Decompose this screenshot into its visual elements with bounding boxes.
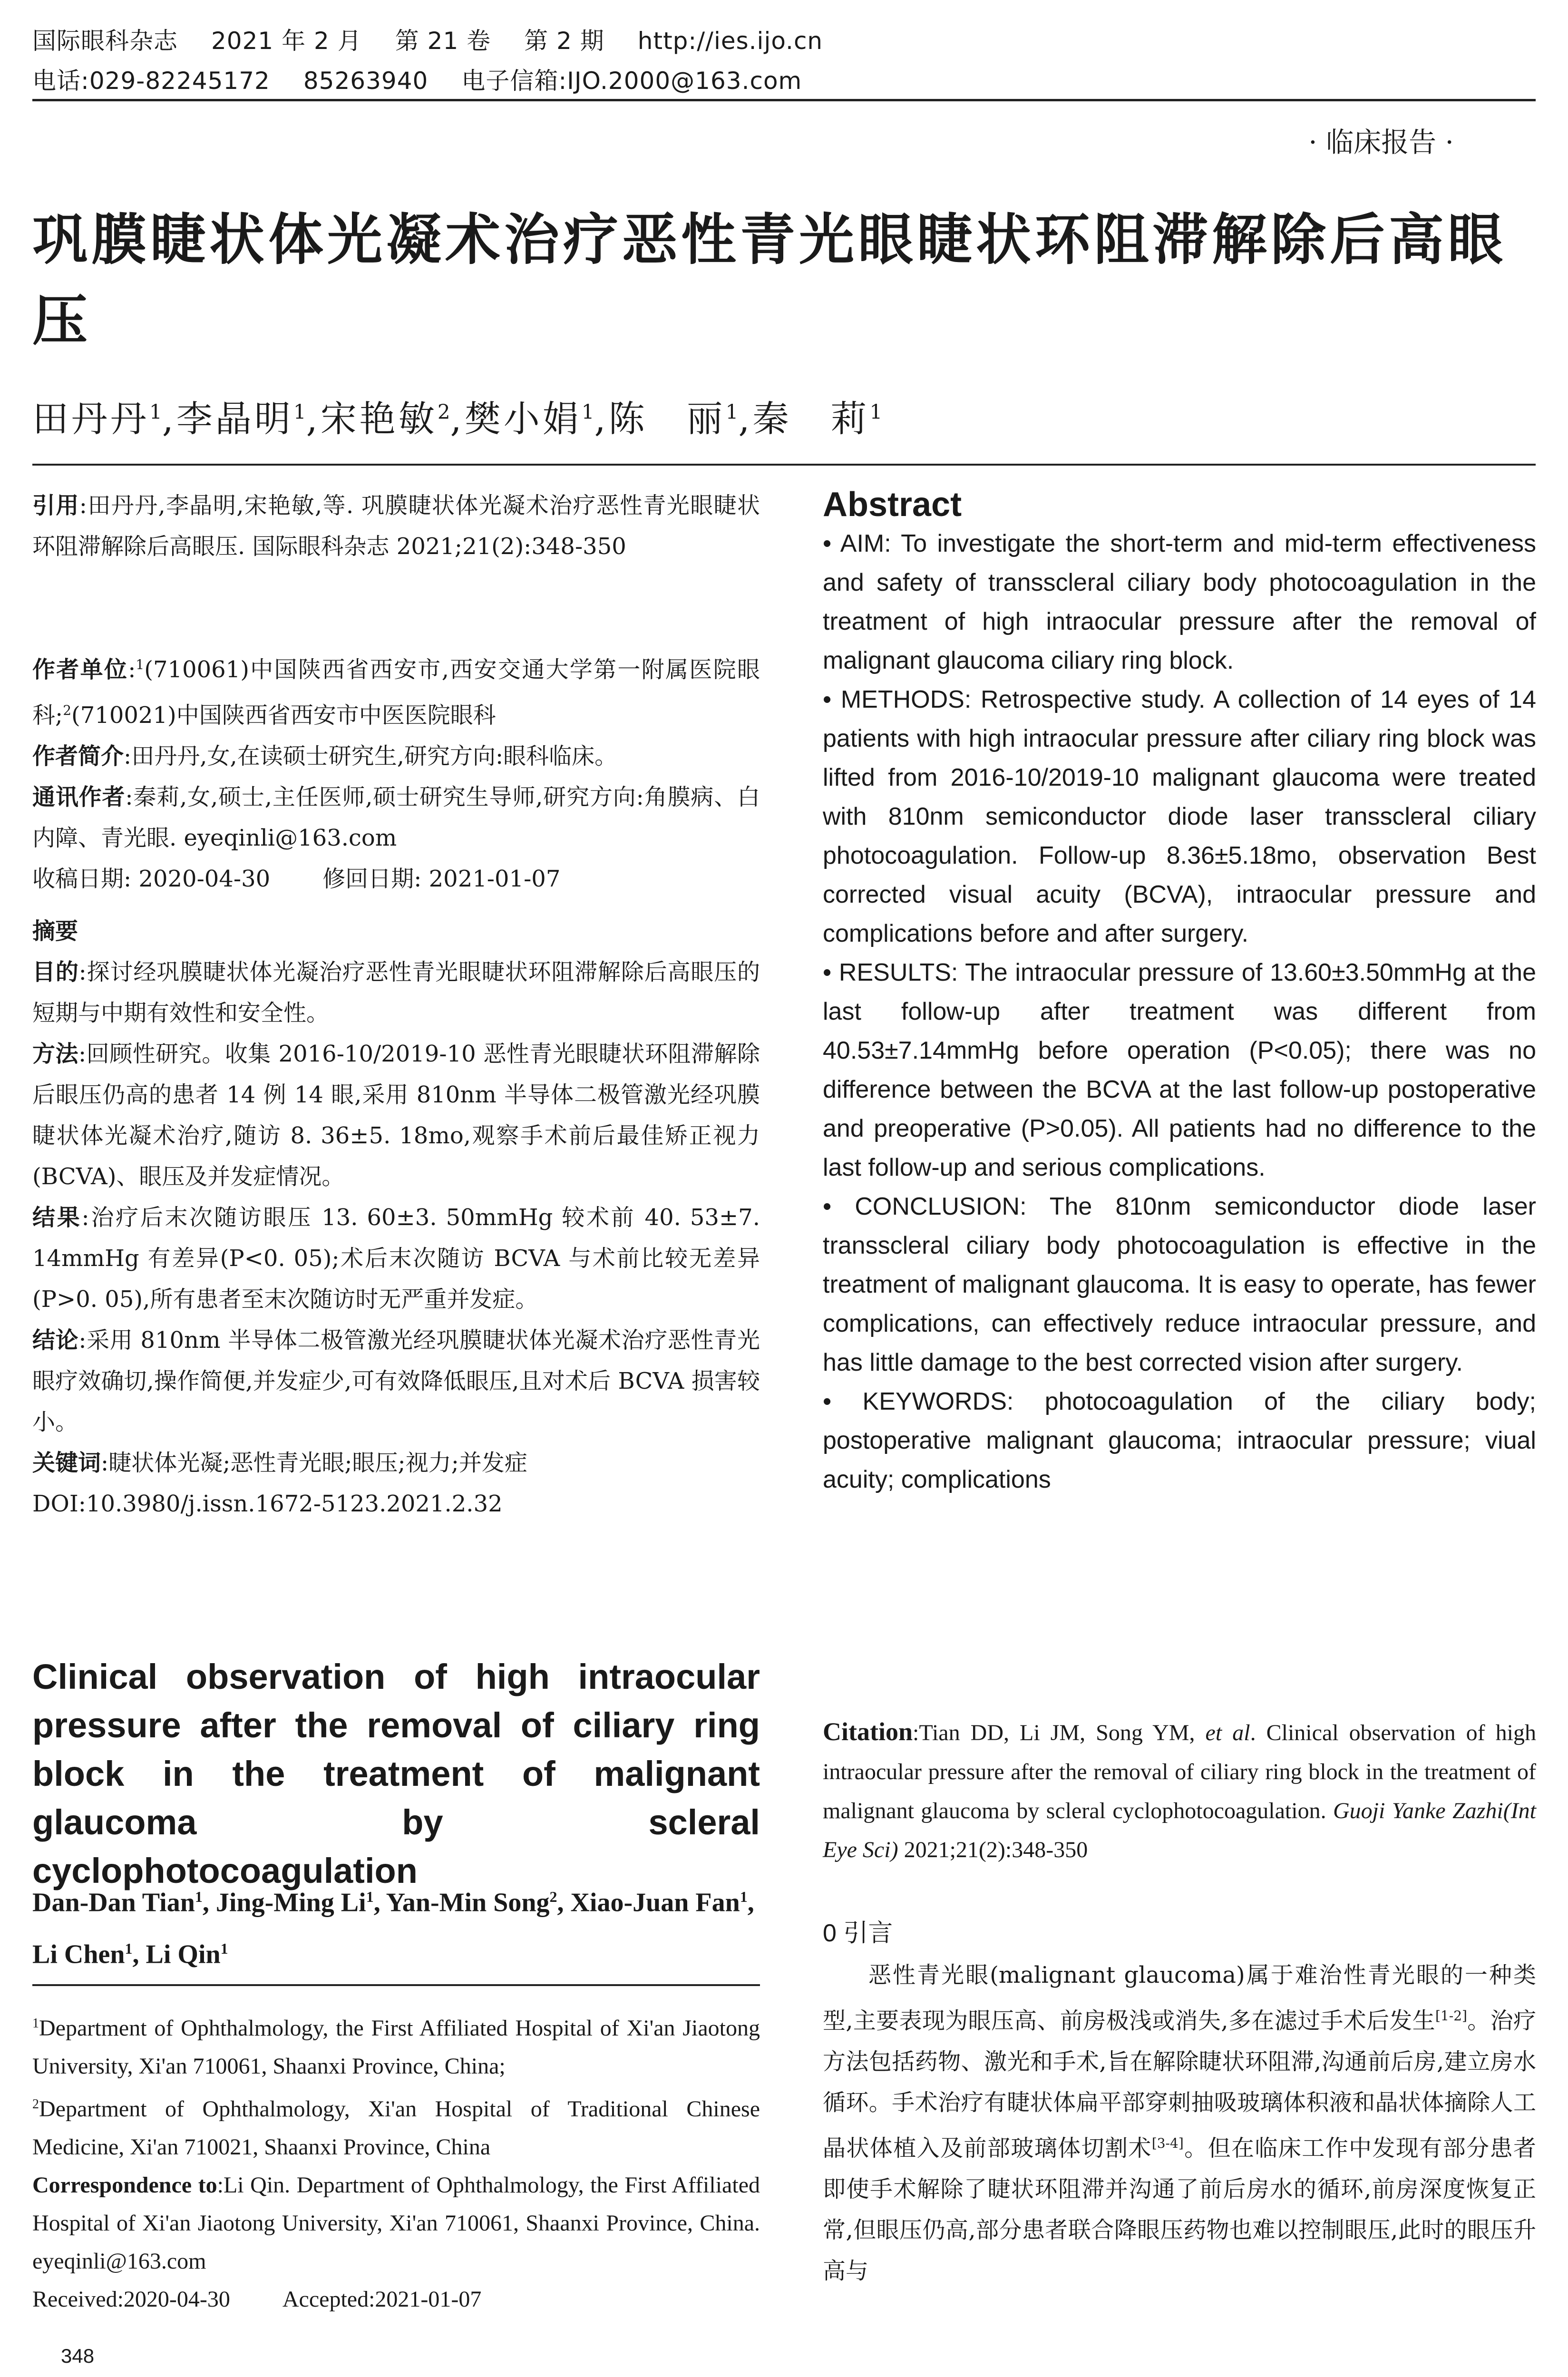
- page-number: 348: [61, 2345, 95, 2367]
- english-author-list: Dan-Dan Tian$^1$, Jing-Ming Li$^1$, Yan-Min Song$^2$, Xiao-Juan Fan$^1$, Li Chen$^1$, Li Qin$^1$: [32, 1888, 754, 1969]
- abstract-cn-heading: 摘要: [32, 918, 78, 945]
- issue-number: 第 2 期: [524, 27, 604, 55]
- doi[interactable]: DOI:10.3980/j.issn.1672-5123.2021.2.32: [32, 1490, 503, 1517]
- phone-2: 85263940: [303, 67, 429, 95]
- journal-url[interactable]: http://ies.ijo.cn: [637, 27, 823, 55]
- dates-en: Received:2020-04-30 Accepted:2021-01-07: [32, 2287, 482, 2312]
- affiliation-rule: [32, 1984, 760, 1986]
- email[interactable]: 电子信箱:IJO.2000@163.com: [461, 67, 802, 95]
- abstract-en-heading: Abstract: [823, 486, 962, 524]
- journal-header-line1: [32, 22, 856, 56]
- author-list: 田丹丹$^1$,李晶明$^1$,宋艳敏$^2$,樊小娟$^1$,陈 丽$^1$,秦 莉$^1$: [32, 398, 883, 440]
- intro-paragraph: 恶性青光眼(malignant glaucoma)属于难治性青光眼的一种类型,主要表现为眼压高、前房极浅或消失,多在滤过手术后发生[1-2]。治疗方法包括药物、激光和手术,旨在解除睫状环阻滞,沟通前后房,建立房水循环。手术治疗有睫状体扁平部穿刺抽吸玻璃体积液和晶状体摘除人工晶状体植入及前部玻璃体切割术[3-4]。但在临床工作中发现有部分患者即使手术解除了睫状环阻滞并沟通了前后房水的循环,前房深度恢复正常,但眼压仍高,部分患者联合降眼压药物也难以控制眼压,此时的眼压升高与: [823, 1962, 1536, 2284]
- dates-cn: 收稿日期: 2020-04-30 修回日期: 2021-01-07: [32, 866, 561, 892]
- author: 陈 丽$^1$: [608, 398, 739, 440]
- intro-heading: 0 引言: [823, 1919, 893, 1947]
- author: 秦 莉$^1$: [752, 398, 883, 440]
- author: 李晶明$^1$: [176, 398, 306, 440]
- journal-header-line2: [32, 62, 835, 96]
- citation-cn: 引用:田丹丹,李晶明,宋艳敏,等. 巩膜睫状体光凝术治疗恶性青光眼睫状环阻滞解除后高眼压. 国际眼科杂志 2021;21(2):348-350: [32, 492, 760, 560]
- author: 樊小娟$^1$: [464, 398, 594, 440]
- phone: 电话:029-82245172: [32, 67, 270, 95]
- author-info: 作者单位:$^1$(710061)中国陕西省西安市,西安交通大学第一附属医院眼科;$^2$(710021)中国陕西省西安市中医医院眼科 作者简介:田丹丹,女,在读硕士研究生,研究方向:眼科临床。 通讯作者:秦莉,女,硕士,主任医师,硕士研究生导师,研究方向:角膜病、白内障、青光眼. eyeqinli@163.com 收稿日期: 2020-04-30 修回日期: 2021-01-07: [32, 644, 760, 899]
- journal-name: 国际眼科杂志: [32, 27, 178, 55]
- citation-en: Citation:Tian DD, Li JM, Song YM, et al. Clinical observation of high intraocular pressure after the removal of ciliary ring block in the treatment of malignant glaucoma by scleral cyclophotocoagulation. Guoji Yanke Zazhi(Int Eye Sci) 2021;21(2):348-350: [823, 1717, 1537, 1862]
- abstract-cn: 摘要 目的:探讨经巩膜睫状体光凝治疗恶性青光眼睫状环阻滞解除后高眼压的短期与中期有效性和安全性。 方法:回顾性研究。收集 2016-10/2019-10 恶性青光眼睫状环阻滞解除后眼压仍高的患者 14 例 14 眼,采用 810nm 半导体二极管激光经巩膜睫状体光凝术治疗,随访 8. 36±5. 18mo,观察手术前后最佳矫正视力(BCVA)、眼压及并发症情况。 结果:治疗后末次随访眼压 13. 60±3. 50mmHg 较术前 40. 53±7. 14mmHg 有差异(P<0. 05);术后末次随访 BCVA 与术前比较无差异(P>0. 05),所有患者至末次随访时无严重并发症。 结论:采用 810nm 半导体二极管激光经巩膜睫状体光凝术治疗恶性青光眼疗效确切,操作简便,并发症少,可有效降低眼压,且对术后 BCVA 损害较小。 关键词:睫状体光凝;恶性青光眼;眼压;视力;并发症 DOI:10.3980/j.issn.1672-5123.2021.2.32: [32, 918, 760, 1517]
- section-tag: · 临床报告 ·: [1308, 126, 1454, 158]
- introduction: [823, 1912, 1536, 2291]
- affiliations-en: $^1$Department of Ophthalmology, the First Affiliated Hospital of Xi'an Jiaotong University, Xi'an 710061, Shaanxi Province, China; $^2$Department of Ophthalmology, Xi'an Hospital of Traditional Chinese Medicine, Xi'an 710021, Shaanxi Province, China Correspondence to:Li Qin. Department of Ophthalmology, the First Affiliated Hospital of Xi'an Jiaotong University, Xi'an 710061, Shaanxi Province, China. eyeqinli@163.com Received:2020-04-30 Accepted:2021-01-07: [32, 2005, 760, 2319]
- author: 宋艳敏$^2$: [320, 398, 450, 440]
- issue-date: 2021 年 2 月: [211, 27, 362, 55]
- article-title: 巩膜睫状体光凝术治疗恶性青光眼睫状环阻滞解除后高眼压: [32, 208, 1507, 353]
- abstract-en: Abstract • AIM: To investigate the short-term and mid-term effectiveness and safety of transscleral ciliary body photocoagulation in the treatment of high intraocular pressure after the removal of malignant glaucoma ciliary ring block. • METHODS: Retrospective study. A collection of 14 eyes of 14 patients with high intraocular pressure after ciliary ring block was lifted from 2016-10/2019-10 malignant glaucoma were treated with 810nm semiconductor diode laser transscleral ciliary photocoagulation. Follow-up 8.36±5.18mo, observation Best corrected visual acuity (BCVA), intraocular pressure and complications before and after surgery. • RESULTS: The intraocular pressure of 13.60±3.50mmHg at the last follow-up after treatment was different from 40.53±7.14mmHg before operation (P<0.05); there was no difference between the BCVA at the last follow-up postoperative and preoperative (P>0.05). All patients had no difference to the last follow-up and serious complications. • CONCLUSION: The 810nm semiconductor diode laser transscleral ciliary body photocoagulation is effective in the treatment of malignant glaucoma. It is easy to operate, has fewer complications, can effectively reduce intraocular pressure, and has little damage to the best corrected vision after surgery. • KEYWORDS: photocoagulation of the ciliary body; postoperative malignant glaucoma; intraocular pressure; viual acuity; complications: [823, 486, 1537, 1493]
- english-title: Clinical observation of high intraocular pressure after the removal of ciliary ring block in the treatment of malignant glaucoma by scleral cyclophotocoagulation: [32, 1657, 760, 1890]
- volume: 第 21 卷: [395, 27, 491, 55]
- title-rule: [32, 464, 1536, 466]
- header-rule: [32, 99, 1536, 101]
- author: 田丹丹$^1$: [32, 398, 162, 440]
